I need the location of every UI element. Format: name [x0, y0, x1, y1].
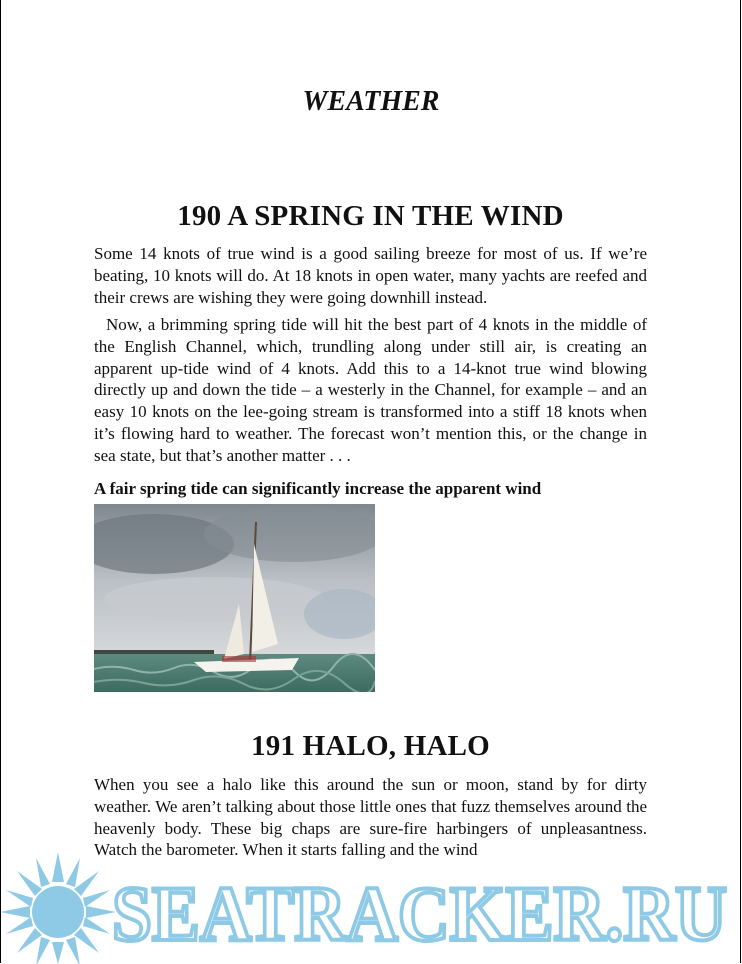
sun-logo-icon	[0, 852, 116, 964]
section-heading-191: 191 HALO, HALO	[251, 730, 490, 762]
paragraph: When you see a halo like this around the sun or moon, stand by for dirty weather. We aren’t talking about those little ones that fuzz themselves around the heavenly body. These big chaps are sure-fire harbingers of unpleasantness. Watch the barometer. When it starts falling and the wind	[94, 775, 647, 860]
watermark-text: SEATRACKER.RU	[112, 870, 727, 957]
section-heading-190: 190 A SPRING IN THE WIND	[177, 200, 564, 232]
photo-caption: A fair spring tide can significantly increase the apparent wind	[94, 479, 542, 498]
chapter-title: WEATHER	[302, 86, 440, 117]
paragraph: Now, a brimming spring tide will hit the best part of 4 knots in the middle of the English Channel, which, trundling along under still air, is creating an apparent up-tide wind of 4 knots. Add this to a 14-knot true wind blowing directly up and down the tide – a westerly in the Channel, for example – and an easy 10 knots on the lee-going stream is transformed into a stiff 18 knots when it’s flowing hard to weather. The forecast won’t mention this, or the change in sea state, but that’s another matter . . .	[94, 315, 647, 465]
paragraph: Some 14 knots of true wind is a good sailing breeze for most of us. If we’re beating, 10 knots will do. At 18 knots in open water, many yachts are reefed and their crews are wishing they were going downhill instead.	[94, 244, 647, 307]
sailing-yacht-photo	[94, 504, 375, 692]
seatracker-watermark	[0, 852, 742, 964]
